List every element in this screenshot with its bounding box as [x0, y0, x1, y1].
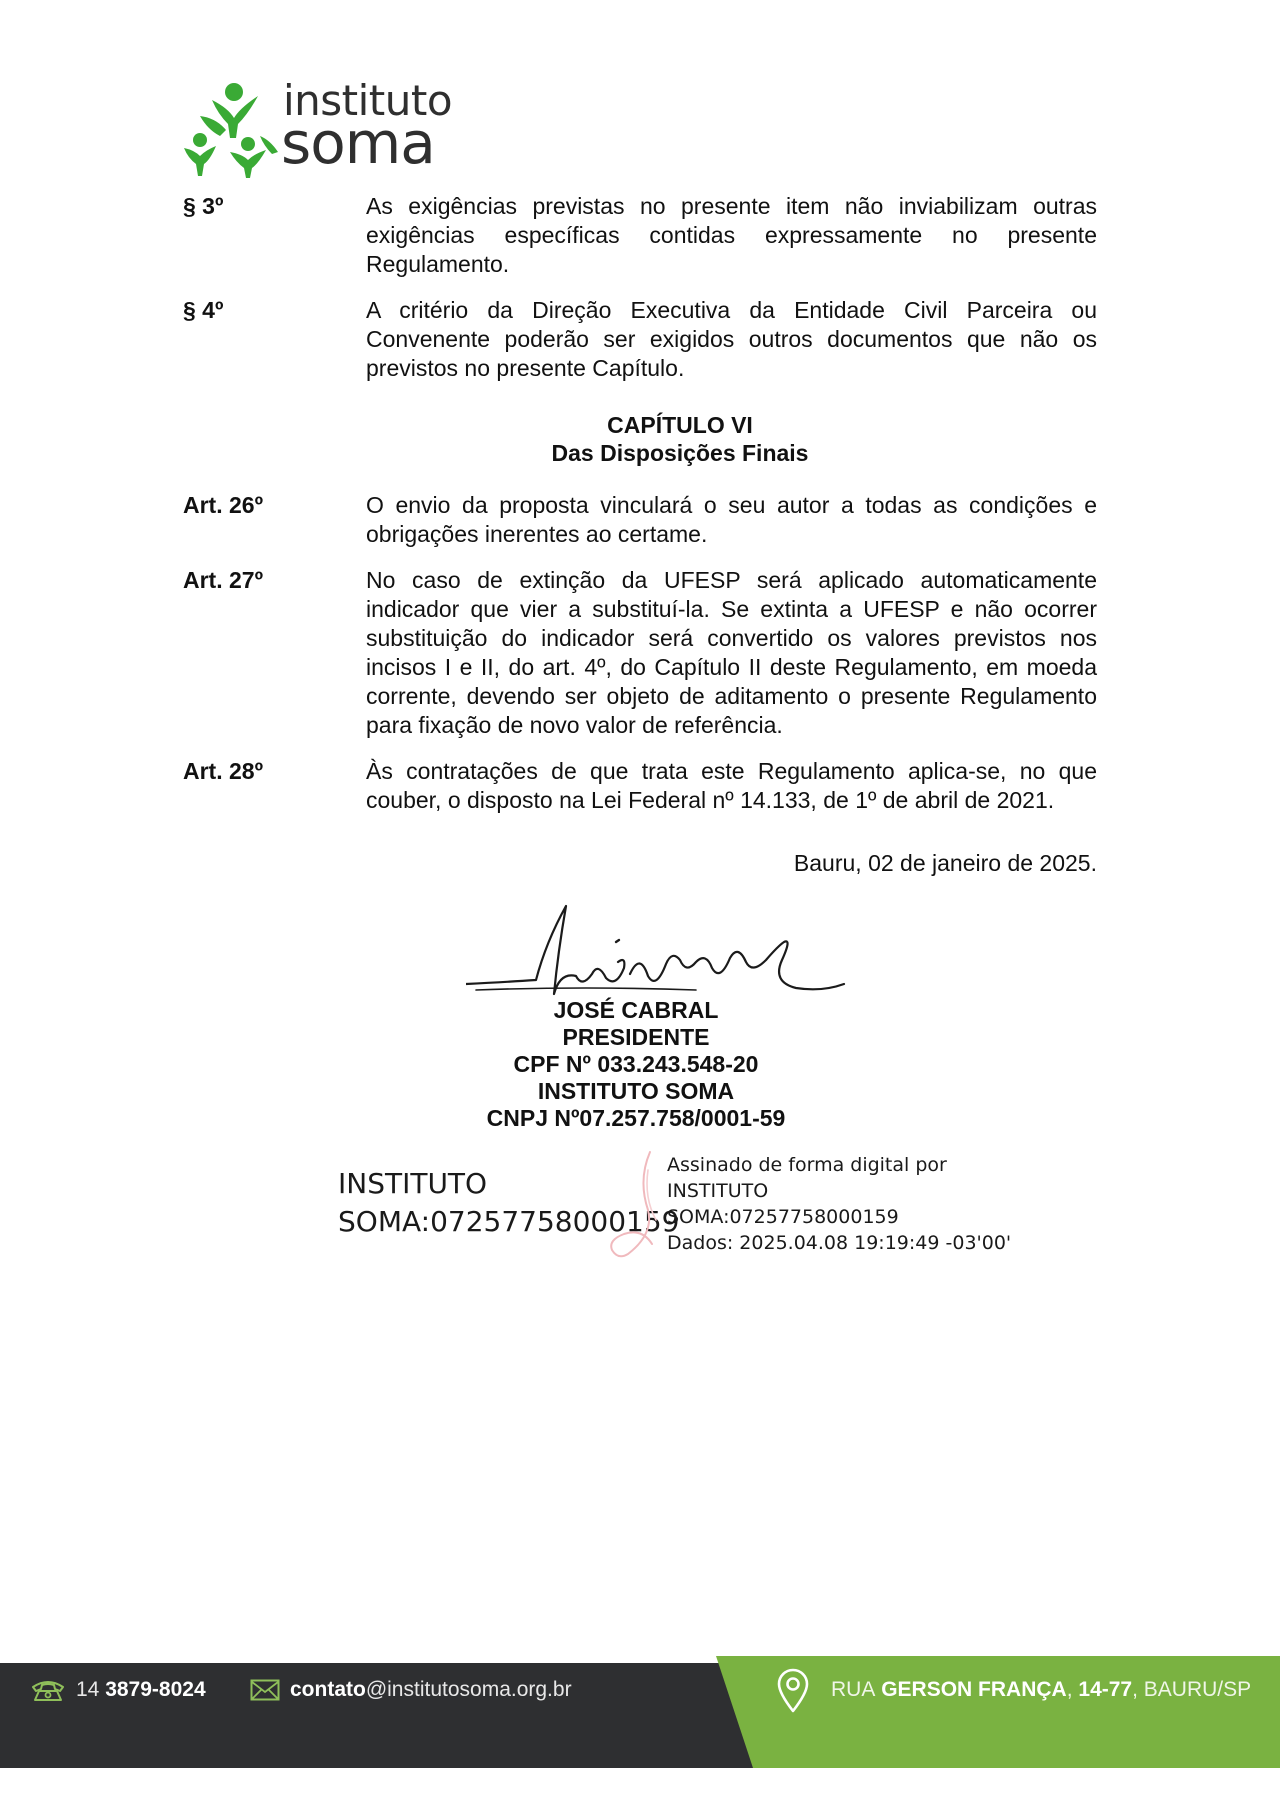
chapter-title: Das Disposições Finais — [551, 440, 809, 466]
address-city: , BAURU/SP — [1132, 1678, 1252, 1701]
signer-block — [430, 997, 842, 1132]
article-label: Art. 27º — [183, 567, 263, 593]
handwritten-signature — [466, 902, 846, 1007]
article-text: A critério da Direção Executiva da Entidade Civil Parceira ou Convenente poderão ser exigidos outros documentos que não os previstos no presente Capítulo. — [366, 297, 1097, 381]
institute-logo — [182, 72, 482, 182]
email-user: contato — [290, 1678, 366, 1701]
article-27 — [183, 566, 1097, 740]
address-separator: , — [1066, 1678, 1073, 1701]
footer-address — [775, 1668, 1251, 1712]
logo-word-instituto: instituto — [283, 76, 453, 125]
footer-email[interactable] — [250, 1678, 572, 1702]
article-label: § 3º — [183, 193, 224, 219]
article-26 — [183, 491, 1097, 549]
digital-signature-org: INSTITUTO — [667, 1180, 769, 1202]
place-date: Bauru, 02 de janeiro de 2025. — [793, 850, 1097, 876]
article-text: O envio da proposta vinculará o seu autor a todas as condições e obrigações inerentes ao certame. — [366, 492, 1097, 547]
chapter-number: CAPÍTULO VI — [607, 412, 753, 438]
article-paragraph-3 — [183, 192, 1097, 279]
people-flower-icon — [182, 78, 282, 178]
footer-phone[interactable] — [30, 1678, 206, 1702]
regulation-body — [183, 192, 1097, 878]
phone-area-code: 14 — [76, 1678, 100, 1701]
article-text: As exigências previstas no presente item não inviabilizam outras exigências específicas contidas expressamente no presente Regulamento. — [366, 193, 1097, 277]
signer-role: PRESIDENTE — [562, 1024, 710, 1050]
envelope-icon — [250, 1679, 280, 1701]
digital-signature-holder-line1: INSTITUTO — [338, 1167, 488, 1200]
digital-signature-id: SOMA:07257758000159 — [667, 1206, 899, 1228]
digital-signature-watermark-icon — [598, 1150, 678, 1260]
address-prefix: RUA — [831, 1678, 876, 1701]
address-street: GERSON FRANÇA — [881, 1678, 1067, 1701]
logo-word-soma: soma — [281, 109, 435, 177]
digital-signature-holder-line2: SOMA:07257758000159 — [338, 1205, 680, 1238]
article-paragraph-4 — [183, 296, 1097, 383]
location-pin-icon — [775, 1667, 811, 1713]
address-number: 14-77 — [1078, 1678, 1133, 1701]
article-text: Às contratações de que trata este Regulamento aplica-se, no que couber, o disposto na Lei Federal nº 14.133, de 1º de abril de 2021. — [366, 758, 1097, 813]
signer-org: INSTITUTO SOMA — [537, 1078, 735, 1104]
digital-signature-caption: Assinado de forma digital por — [667, 1154, 947, 1176]
article-label: Art. 26º — [183, 492, 263, 518]
digital-signature-date: Dados: 2025.04.08 19:19:49 -03'00' — [667, 1232, 1012, 1254]
article-text: No caso de extinção da UFESP será aplicado automaticamente indicador que vier a substituí-la. Se extinta a UFESP e não ocorrer substituição do indicador será convertido os valores previstos nos incisos I e II, do art. 4º, do Capítulo II deste Regulamento, em moeda corrente, devendo ser objeto de aditamento o presente Regulamento para fixação de novo valor de referência. — [366, 567, 1097, 738]
phone-number: 3879-8024 — [105, 1678, 206, 1701]
telephone-icon — [30, 1678, 66, 1702]
chapter-heading — [183, 411, 1097, 467]
signer-name: JOSÉ CABRAL — [553, 997, 719, 1023]
article-label: Art. 28º — [183, 758, 263, 784]
digital-signature-details — [667, 1152, 1011, 1256]
signer-cnpj: CNPJ Nº07.257.758/0001-59 — [486, 1105, 786, 1131]
article-label: § 4º — [183, 297, 224, 323]
signer-cpf: CPF Nº 033.243.548-20 — [513, 1051, 759, 1077]
article-28 — [183, 757, 1097, 815]
email-domain: @institutosoma.org.br — [365, 1678, 572, 1701]
